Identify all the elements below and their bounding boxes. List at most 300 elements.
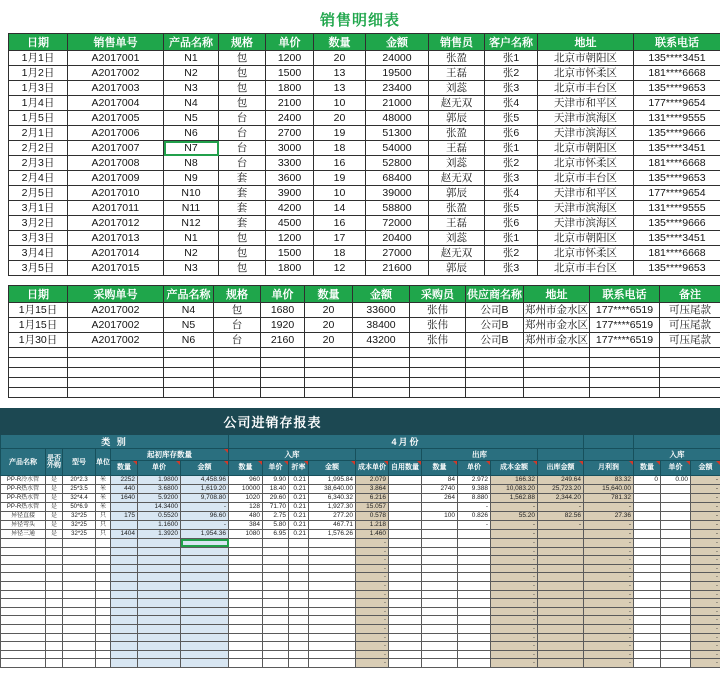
cell[interactable] (309, 547, 356, 556)
cell[interactable] (111, 590, 138, 599)
cell[interactable]: - (584, 503, 634, 512)
cell[interactable] (458, 607, 491, 616)
cell[interactable]: 1,576.26 (309, 530, 356, 539)
cell[interactable] (389, 650, 422, 659)
cell[interactable] (68, 368, 164, 378)
cell[interactable] (181, 556, 229, 565)
cell[interactable] (458, 556, 491, 565)
cell[interactable] (538, 642, 584, 651)
cell[interactable] (305, 348, 353, 358)
cell[interactable]: 2月2日 (9, 141, 68, 156)
cell[interactable] (181, 599, 229, 608)
cell[interactable] (138, 624, 181, 633)
cell[interactable]: 51300 (366, 126, 429, 141)
cell[interactable] (458, 581, 491, 590)
cell[interactable]: 赵无双 (429, 171, 485, 186)
cell[interactable]: - (584, 659, 634, 668)
cell[interactable]: 张4 (485, 96, 538, 111)
cell[interactable] (181, 581, 229, 590)
cell[interactable]: 82.56 (538, 512, 584, 521)
cell[interactable]: - (491, 599, 538, 608)
cell[interactable] (309, 616, 356, 625)
cell[interactable] (111, 573, 138, 582)
cell[interactable]: 58800 (366, 201, 429, 216)
cell[interactable]: 4,458.96 (181, 476, 229, 485)
cell[interactable]: 32*25 (63, 512, 96, 521)
cell[interactable] (422, 659, 458, 668)
cell[interactable] (661, 590, 691, 599)
cell[interactable] (111, 547, 138, 556)
cell[interactable]: 0 (634, 476, 661, 485)
cell[interactable] (634, 642, 661, 651)
cell[interactable] (263, 599, 289, 608)
cell[interactable] (661, 659, 691, 668)
cell[interactable] (422, 650, 458, 659)
cell[interactable]: 1.3920 (138, 530, 181, 539)
cell[interactable] (138, 616, 181, 625)
cell[interactable]: 21600 (366, 261, 429, 276)
cell[interactable] (111, 564, 138, 573)
cell[interactable] (181, 616, 229, 625)
cell[interactable] (661, 599, 691, 608)
column-header[interactable]: 月利润 (584, 461, 634, 476)
cell[interactable]: 台 (219, 111, 266, 126)
cell[interactable]: 台 (219, 141, 266, 156)
cell[interactable] (634, 564, 661, 573)
cell[interactable] (111, 521, 138, 530)
cell[interactable] (96, 573, 111, 582)
cell[interactable]: - (691, 599, 720, 608)
cell[interactable] (538, 624, 584, 633)
cell[interactable]: 2.079 (356, 476, 389, 485)
cell[interactable] (590, 388, 660, 398)
cell[interactable]: - (356, 539, 389, 548)
cell[interactable]: - (458, 503, 491, 512)
cell[interactable] (422, 564, 458, 573)
cell[interactable]: N4 (164, 96, 219, 111)
cell[interactable]: 张伟 (410, 303, 466, 318)
cell[interactable]: 131****9555 (634, 111, 720, 126)
cell[interactable]: N12 (164, 216, 219, 231)
cell[interactable] (458, 564, 491, 573)
cell[interactable] (46, 650, 63, 659)
cell[interactable] (309, 633, 356, 642)
cell[interactable]: PP-R热水管 (1, 485, 46, 494)
cell[interactable]: 0.21 (289, 521, 309, 530)
cell[interactable]: 2.75 (263, 512, 289, 521)
cell[interactable]: - (584, 573, 634, 582)
cell[interactable] (458, 599, 491, 608)
cell[interactable] (634, 590, 661, 599)
cell[interactable] (9, 368, 68, 378)
cell[interactable] (1, 607, 46, 616)
cell[interactable] (63, 607, 96, 616)
cell[interactable]: 135****3451 (634, 231, 720, 246)
column-header[interactable]: 销售员 (429, 34, 485, 51)
cell[interactable] (9, 358, 68, 368)
cell[interactable] (661, 539, 691, 548)
column-header[interactable]: 成本金额 (491, 461, 538, 476)
cell[interactable] (590, 368, 660, 378)
cell[interactable] (261, 388, 305, 398)
cell[interactable]: 1200 (266, 231, 314, 246)
cell[interactable]: 天津市滨海区 (538, 111, 634, 126)
cell[interactable] (96, 607, 111, 616)
cell[interactable] (305, 388, 353, 398)
cell[interactable] (634, 633, 661, 642)
cell[interactable] (229, 650, 263, 659)
cell[interactable]: 0.00 (661, 476, 691, 485)
cell[interactable]: 83.32 (584, 476, 634, 485)
cell[interactable]: PP-R冷水管 (1, 476, 46, 485)
cell[interactable] (63, 590, 96, 599)
column-header[interactable]: 单价 (458, 461, 491, 476)
cell[interactable] (263, 624, 289, 633)
cell[interactable] (466, 368, 524, 378)
cell[interactable] (164, 368, 214, 378)
cell[interactable]: 9,708.80 (181, 494, 229, 503)
cell[interactable] (466, 348, 524, 358)
cell[interactable]: 公司B (466, 303, 524, 318)
column-header[interactable]: 备注 (660, 286, 720, 303)
column-header[interactable]: 产品名称 (164, 34, 219, 51)
cell[interactable]: 是 (46, 503, 63, 512)
cell[interactable] (96, 590, 111, 599)
cell[interactable]: - (491, 616, 538, 625)
cell[interactable]: - (181, 521, 229, 530)
column-header[interactable]: 地址 (524, 286, 590, 303)
cell[interactable]: 包 (219, 66, 266, 81)
cell[interactable]: - (691, 476, 720, 485)
column-header[interactable]: 金额 (366, 34, 429, 51)
cell[interactable]: - (356, 573, 389, 582)
cell[interactable]: - (584, 616, 634, 625)
cell[interactable]: - (356, 616, 389, 625)
cell[interactable]: 是 (46, 476, 63, 485)
column-header[interactable]: 单价 (138, 461, 181, 476)
cell[interactable]: 19 (314, 171, 366, 186)
cell[interactable] (590, 358, 660, 368)
cell[interactable]: N4 (164, 303, 214, 318)
cell[interactable] (263, 573, 289, 582)
cell[interactable]: 张3 (485, 261, 538, 276)
cell[interactable] (1, 616, 46, 625)
cell[interactable] (660, 388, 720, 398)
cell[interactable] (305, 358, 353, 368)
cell[interactable] (422, 503, 458, 512)
cell[interactable] (422, 633, 458, 642)
cell[interactable] (389, 599, 422, 608)
cell[interactable] (181, 624, 229, 633)
cell[interactable]: 72000 (366, 216, 429, 231)
cell[interactable] (661, 573, 691, 582)
column-header[interactable]: 金额 (691, 461, 720, 476)
cell[interactable] (68, 388, 164, 398)
cell[interactable] (389, 556, 422, 565)
cell[interactable] (138, 564, 181, 573)
cell[interactable]: - (491, 581, 538, 590)
cell[interactable]: 38400 (353, 318, 410, 333)
cell[interactable]: - (356, 590, 389, 599)
cell[interactable]: 25*3.5 (63, 485, 96, 494)
cell[interactable] (261, 348, 305, 358)
cell[interactable]: 天津市和平区 (538, 96, 634, 111)
cell[interactable]: 128 (229, 503, 263, 512)
cell[interactable] (538, 650, 584, 659)
column-header[interactable]: 数量 (305, 286, 353, 303)
cell[interactable]: 包 (219, 246, 266, 261)
cell[interactable]: 9.90 (263, 476, 289, 485)
cell[interactable] (389, 485, 422, 494)
cell[interactable] (305, 378, 353, 388)
cell[interactable] (181, 607, 229, 616)
cell[interactable] (634, 485, 661, 494)
cell[interactable]: 18 (314, 246, 366, 261)
column-header[interactable]: 自用数量 (389, 461, 422, 476)
cell[interactable]: - (356, 556, 389, 565)
cell[interactable]: - (584, 521, 634, 530)
cell[interactable]: 0.826 (458, 512, 491, 521)
cell[interactable] (524, 358, 590, 368)
cell[interactable] (389, 521, 422, 530)
cell[interactable] (229, 590, 263, 599)
cell[interactable] (263, 659, 289, 668)
cell[interactable]: 43200 (353, 333, 410, 348)
cell[interactable] (138, 659, 181, 668)
cell[interactable] (96, 633, 111, 642)
cell[interactable] (538, 607, 584, 616)
cell[interactable]: 177****6519 (590, 318, 660, 333)
cell[interactable] (353, 358, 410, 368)
column-header[interactable]: 联系电话 (634, 34, 720, 51)
cell[interactable] (458, 650, 491, 659)
cell[interactable]: N3 (164, 261, 219, 276)
cell[interactable]: 北京市丰台区 (538, 261, 634, 276)
cell[interactable]: 天津市滨海区 (538, 216, 634, 231)
cell[interactable]: - (584, 624, 634, 633)
cell[interactable] (181, 659, 229, 668)
cell[interactable] (389, 659, 422, 668)
cell[interactable]: 2月4日 (9, 171, 68, 186)
cell[interactable]: - (584, 642, 634, 651)
cell[interactable] (68, 378, 164, 388)
cell[interactable]: 0.21 (289, 512, 309, 521)
cell[interactable] (590, 378, 660, 388)
cell[interactable]: 1500 (266, 246, 314, 261)
column-header[interactable]: 供应商名称 (466, 286, 524, 303)
cell[interactable]: A2017006 (68, 126, 164, 141)
cell[interactable] (661, 624, 691, 633)
cell[interactable]: - (691, 556, 720, 565)
cell[interactable]: 33600 (353, 303, 410, 318)
cell[interactable]: - (691, 485, 720, 494)
cell[interactable] (263, 590, 289, 599)
cell[interactable]: 台 (214, 333, 261, 348)
cell[interactable]: 0.21 (289, 476, 309, 485)
cell[interactable]: A2017002 (68, 303, 164, 318)
cell[interactable]: 19500 (366, 66, 429, 81)
cell[interactable] (524, 368, 590, 378)
cell[interactable]: A2017007 (68, 141, 164, 156)
cell[interactable]: 2月1日 (9, 126, 68, 141)
cell[interactable]: - (691, 530, 720, 539)
cell[interactable] (410, 378, 466, 388)
cell[interactable]: - (691, 607, 720, 616)
cell[interactable]: 175 (111, 512, 138, 521)
cell[interactable]: 套 (219, 186, 266, 201)
cell[interactable] (181, 642, 229, 651)
cell[interactable] (181, 633, 229, 642)
cell[interactable] (466, 388, 524, 398)
column-header[interactable]: 数量 (229, 461, 263, 476)
cell[interactable] (309, 590, 356, 599)
cell[interactable] (111, 633, 138, 642)
column-header[interactable]: 日期 (9, 286, 68, 303)
cell[interactable] (422, 590, 458, 599)
cell[interactable]: - (584, 607, 634, 616)
cell[interactable]: 郭辰 (429, 186, 485, 201)
column-header[interactable]: 日期 (9, 34, 68, 51)
cell[interactable] (263, 607, 289, 616)
cell[interactable] (661, 607, 691, 616)
cell[interactable]: A2017003 (68, 81, 164, 96)
cell[interactable]: 3月1日 (9, 201, 68, 216)
cell[interactable] (96, 616, 111, 625)
cell[interactable]: 北京市朝阳区 (538, 141, 634, 156)
cell[interactable] (46, 564, 63, 573)
cell[interactable] (164, 358, 214, 368)
cell[interactable] (458, 642, 491, 651)
cell[interactable]: 公司B (466, 333, 524, 348)
cell[interactable]: A2017015 (68, 261, 164, 276)
cell[interactable] (590, 348, 660, 358)
column-header[interactable]: 金额 (181, 461, 229, 476)
cell[interactable]: A2017009 (68, 171, 164, 186)
cell[interactable]: 1920 (261, 318, 305, 333)
column-header[interactable]: 金额 (353, 286, 410, 303)
cell[interactable]: 135****9666 (634, 216, 720, 231)
cell[interactable] (389, 573, 422, 582)
cell[interactable]: - (691, 512, 720, 521)
cell[interactable]: - (356, 581, 389, 590)
cell[interactable] (63, 564, 96, 573)
cell[interactable]: 1.1600 (138, 521, 181, 530)
cell[interactable]: - (491, 650, 538, 659)
cell[interactable]: - (491, 564, 538, 573)
cell[interactable] (458, 590, 491, 599)
cell[interactable] (422, 581, 458, 590)
cell[interactable] (466, 378, 524, 388)
cell[interactable] (538, 547, 584, 556)
cell[interactable]: - (691, 564, 720, 573)
column-header[interactable]: 联系电话 (590, 286, 660, 303)
cell[interactable]: 异径直接 (1, 512, 46, 521)
cell[interactable]: 32*25 (63, 530, 96, 539)
cell[interactable]: - (584, 590, 634, 599)
cell[interactable] (229, 581, 263, 590)
cell[interactable] (538, 581, 584, 590)
cell[interactable]: 181****6668 (634, 156, 720, 171)
cell[interactable] (538, 564, 584, 573)
cell[interactable]: 郭辰 (429, 111, 485, 126)
cell[interactable] (96, 581, 111, 590)
cell[interactable]: 郑州市金水区 (525, 319, 588, 331)
cell[interactable]: PP-R热水管 (1, 503, 46, 512)
cell[interactable]: N6 (164, 333, 214, 348)
cell[interactable]: 是 (46, 530, 63, 539)
cell[interactable] (261, 368, 305, 378)
cell[interactable] (181, 539, 229, 548)
cell[interactable]: 北京市怀柔区 (538, 66, 634, 81)
cell[interactable]: 3300 (266, 156, 314, 171)
column-header[interactable]: 数量 (314, 34, 366, 51)
cell[interactable]: 张2 (485, 246, 538, 261)
cell[interactable] (164, 348, 214, 358)
cell[interactable] (63, 659, 96, 668)
cell[interactable] (164, 388, 214, 398)
cell[interactable]: 20400 (366, 231, 429, 246)
cell[interactable]: 1640 (111, 494, 138, 503)
cell[interactable]: 套 (219, 201, 266, 216)
cell[interactable]: 包 (219, 51, 266, 66)
cell[interactable] (458, 624, 491, 633)
cell[interactable]: - (356, 650, 389, 659)
cell[interactable] (63, 547, 96, 556)
cell[interactable]: 131****9555 (634, 201, 720, 216)
cell[interactable] (660, 378, 720, 388)
cell[interactable] (634, 512, 661, 521)
cell[interactable] (634, 494, 661, 503)
cell[interactable]: 277.20 (309, 512, 356, 521)
cell[interactable]: 84 (422, 476, 458, 485)
cell[interactable]: 5.80 (263, 521, 289, 530)
column-header[interactable]: 出库金额 (538, 461, 584, 476)
cell[interactable] (9, 348, 68, 358)
cell[interactable] (458, 547, 491, 556)
cell[interactable] (538, 599, 584, 608)
cell[interactable] (63, 624, 96, 633)
cell[interactable] (111, 503, 138, 512)
cell[interactable] (46, 573, 63, 582)
cell[interactable] (422, 642, 458, 651)
cell[interactable] (458, 659, 491, 668)
cell[interactable]: 20 (305, 303, 353, 318)
cell[interactable]: - (356, 599, 389, 608)
cell[interactable]: - (691, 590, 720, 599)
cell[interactable]: - (584, 599, 634, 608)
cell[interactable]: 米 (96, 485, 111, 494)
cell[interactable]: 0.21 (289, 530, 309, 539)
cell[interactable]: 0.578 (356, 512, 389, 521)
cell[interactable] (229, 599, 263, 608)
cell[interactable] (661, 521, 691, 530)
cell[interactable] (309, 607, 356, 616)
cell[interactable]: N11 (164, 201, 219, 216)
cell[interactable]: A2017002 (68, 333, 164, 348)
cell[interactable] (63, 633, 96, 642)
column-header[interactable]: 折率 (289, 461, 309, 476)
cell[interactable]: 台 (219, 156, 266, 171)
cell[interactable] (138, 539, 181, 548)
cell[interactable] (538, 616, 584, 625)
cell[interactable]: - (584, 547, 634, 556)
cell[interactable]: 2,344.20 (538, 494, 584, 503)
cell[interactable]: 3600 (266, 171, 314, 186)
cell[interactable]: 2.972 (458, 476, 491, 485)
cell[interactable] (46, 642, 63, 651)
cell[interactable]: 0.5520 (138, 512, 181, 521)
cell[interactable]: - (538, 503, 584, 512)
